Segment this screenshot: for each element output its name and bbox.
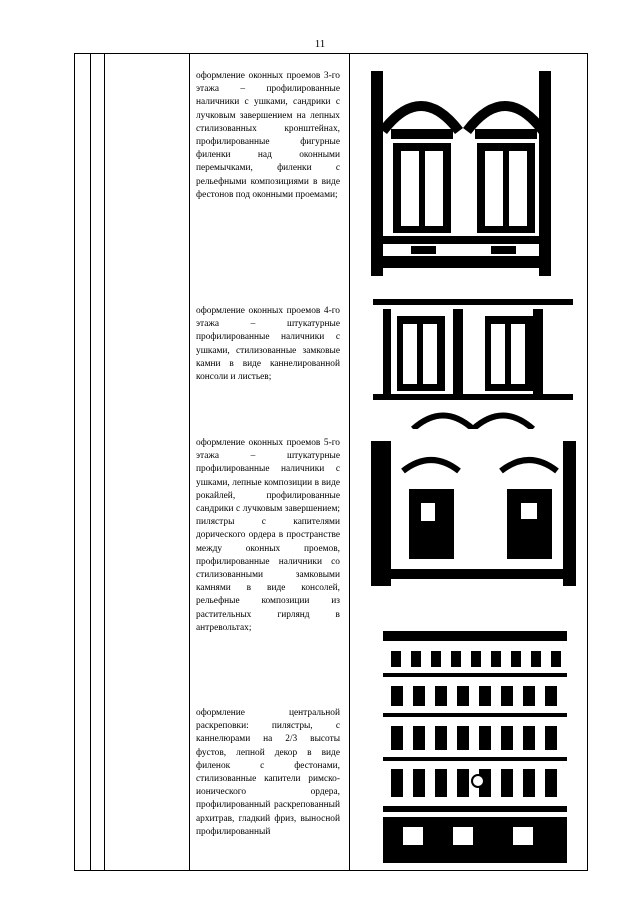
photo-floor-4-windows bbox=[373, 294, 573, 429]
column-divider-1 bbox=[90, 54, 91, 870]
column-divider-2 bbox=[104, 54, 105, 870]
photo-facade-central-projection bbox=[383, 631, 567, 863]
entry-text-floor-3: оформление оконных проемов 3-го этажа – профилированные наличники с ушками, сандрики с лучковым завершением на лепных стилизованных кронштейнах, профилированные фигурные филенки над оконными перемычками, филенки с рельефными композициями в виде фестонов под оконными проемами; bbox=[196, 71, 340, 200]
photo-floor-3-windows bbox=[371, 71, 551, 276]
entry-text-floor-4: оформление оконных проемов 4-го этажа – штукатурные профилированные наличники с ушками, стилизованные замковые камни в виде каннелированной консоли и листьев; bbox=[196, 306, 340, 383]
heritage-table bbox=[74, 53, 588, 871]
column-divider-4 bbox=[349, 54, 350, 870]
photo-floor-5-windows bbox=[371, 441, 576, 586]
entry-text-floor-5: оформление оконных проемов 5-го этажа – штукатурные профилированные наличники с ушками, лепные композиции в виде рокайлей, профилированные сандрики с лучковым завершением; пилястры с капителями дорического ордера в пространстве между оконных проемов, профилированные наличники со стилизованными замковыми камнями в виде консолей, рельефные композиции из растительных гирлянд в антревольтах; bbox=[196, 438, 340, 633]
entry-text-central-projection: оформление центральной раскреповки: пилястры, с каннелюрами на 2/3 высоты фустов, лепной декор в виде филенок с фестонами, стилизованные капители римско-ионического ордера, профилированный раскрепованный архитрав, гладкий фриз, выносной профилированный bbox=[196, 708, 340, 837]
column-divider-3 bbox=[189, 54, 190, 870]
page-number: 11 bbox=[314, 38, 326, 50]
